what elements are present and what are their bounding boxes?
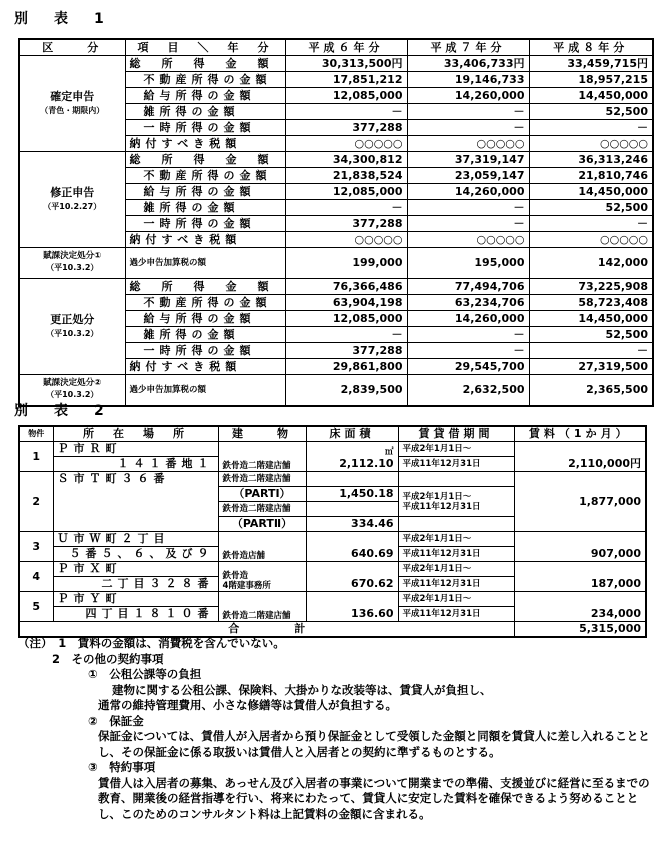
value-cell: － <box>529 343 653 359</box>
period-end: 平成11年12月31日 <box>398 607 514 622</box>
location-line2: 四丁目１８１０番 <box>53 607 218 622</box>
period-start: 平成2年1月1日～ <box>398 592 514 607</box>
rent-cell: 234,000 <box>514 592 646 622</box>
value-cell: 30,313,500円 <box>285 56 407 72</box>
item-label: 給与所得の金額 <box>125 184 285 200</box>
category-cell <box>19 279 125 375</box>
period-cell <box>398 517 514 532</box>
item-label: 雑所得の金額 <box>125 327 285 343</box>
item-label: 納付すべき税額 <box>125 136 285 152</box>
period-end: 平成11年12月31日 <box>398 457 514 472</box>
rent-cell: 187,000 <box>514 562 646 592</box>
value-cell: 21,810,746 <box>529 168 653 184</box>
value-cell: ○○○○○ <box>285 136 407 152</box>
table2-header-cell: 賃貸借期間 <box>398 426 514 442</box>
row-number: 4 <box>19 562 53 592</box>
location-line1: Ｐ市Ｘ町 <box>53 562 218 577</box>
table1-header-cell: 項 目 ＼ 年 分 <box>125 39 285 56</box>
table1-row <box>19 248 653 279</box>
period-cell <box>398 487 514 517</box>
value-cell: 19,146,733 <box>407 72 529 88</box>
table2-row <box>19 442 646 457</box>
category-date: （平10.3.2） <box>46 390 99 399</box>
item-label: 給与所得の金額 <box>125 311 285 327</box>
category-cell <box>19 248 125 279</box>
table2-caption: 別 表 2 <box>14 403 110 419</box>
tax-table <box>18 38 654 407</box>
value-cell: ○○○○○ <box>407 136 529 152</box>
location-cell <box>53 472 218 532</box>
location-line1: Ｕ市Ｗ町２丁目 <box>53 532 218 547</box>
value-cell: 199,000 <box>285 248 407 279</box>
building-cell: （PARTⅠ） <box>218 487 306 502</box>
value-cell: 142,000 <box>529 248 653 279</box>
value-cell: 37,319,147 <box>407 152 529 168</box>
table1-row <box>19 375 653 407</box>
value-cell: － <box>407 327 529 343</box>
period-start: 平成2年1月1日～ <box>398 532 514 547</box>
table1-row <box>19 152 653 168</box>
value-cell: 29,861,800 <box>285 359 407 375</box>
value-cell: 2,839,500 <box>285 375 407 407</box>
value-cell: 14,450,000 <box>529 311 653 327</box>
area-cell <box>306 562 398 592</box>
value-cell: － <box>529 120 653 136</box>
value-cell: 17,851,212 <box>285 72 407 88</box>
value-cell: 14,450,000 <box>529 184 653 200</box>
value-cell: 36,313,246 <box>529 152 653 168</box>
table1-header-cell: 区 分 <box>19 39 125 56</box>
building-cell <box>218 562 306 592</box>
category-cell <box>19 56 125 152</box>
rental-table <box>18 425 647 638</box>
rent-cell: 2,110,000円 <box>514 442 646 472</box>
item-label: 過少申告加算税の額 <box>125 248 285 279</box>
notes <box>18 636 653 822</box>
value-cell: 12,085,000 <box>285 311 407 327</box>
value-cell: 34,300,812 <box>285 152 407 168</box>
category-date: （平10.3.2） <box>46 328 99 338</box>
value-cell: 12,085,000 <box>285 184 407 200</box>
note-2-3-body: 賃借人は入居者の募集、あっせん及び入居者の事業について開業までの準備、支援並びに経営に至るまでの教育、開業後の経営指導を行い、将来にわたって、賃貸人に安定した賃料を確保できるよう努めることとし、このためのコンサルタント料は上記賃料の金額に含まれる。 <box>98 775 650 821</box>
item-label: 不動産所得の金額 <box>125 168 285 184</box>
building-type: 鉄骨造店舗 <box>222 551 266 561</box>
area-unit: ㎡ <box>384 447 394 457</box>
value-cell: ○○○○○ <box>529 136 653 152</box>
value-cell: 27,319,500 <box>529 359 653 375</box>
category-label: 更正処分 <box>50 312 95 326</box>
table2-header-cell: 床面積 <box>306 426 398 442</box>
item-label: 総 所 得 金 額 <box>125 56 285 72</box>
value-cell: － <box>529 216 653 232</box>
category-date: （青色・期限内） <box>40 105 105 115</box>
value-cell: － <box>285 327 407 343</box>
building-cell <box>218 592 306 622</box>
table1-row <box>19 56 653 72</box>
value-cell: 195,000 <box>407 248 529 279</box>
total-value: 5,315,000 <box>514 622 646 638</box>
value-cell: － <box>407 343 529 359</box>
item-label: 給与所得の金額 <box>125 88 285 104</box>
item-label: 納付すべき税額 <box>125 232 285 248</box>
period-end: 平成11年12月31日 <box>398 547 514 562</box>
category-label: 確定申告 <box>50 89 95 103</box>
location-line1: Ｓ市Ｔ町３６番 <box>57 472 170 485</box>
building-cell <box>218 532 306 562</box>
table1-caption: 別 表 1 <box>14 11 110 27</box>
category-label: 修正申告 <box>50 185 95 199</box>
location-line1: Ｐ市Ｙ町 <box>53 592 218 607</box>
value-cell: － <box>407 200 529 216</box>
table2-header-cell: 賃料（1か月） <box>514 426 646 442</box>
table2-header-cell: 物件 <box>19 426 53 442</box>
table1-row <box>19 279 653 295</box>
table2-header-row <box>19 426 646 442</box>
table2-header-cell: 所 在 場 所 <box>53 426 218 442</box>
total-label: 合 計 <box>19 622 514 638</box>
value-cell: 52,500 <box>529 104 653 120</box>
value-cell: 52,500 <box>529 327 653 343</box>
item-label: 総 所 得 金 額 <box>125 279 285 295</box>
building-type: 鉄骨造 <box>222 571 249 581</box>
value-cell: 33,459,715円 <box>529 56 653 72</box>
value-cell: 73,225,908 <box>529 279 653 295</box>
row-number: 3 <box>19 532 53 562</box>
item-label: 一時所得の金額 <box>125 216 285 232</box>
period-end: 平成11年12月31日 <box>402 501 481 512</box>
value-cell: 52,500 <box>529 200 653 216</box>
period-cell <box>398 472 514 487</box>
value-cell: 377,288 <box>285 120 407 136</box>
area-cell <box>306 442 398 472</box>
table1-header-cell: 平成８年分 <box>529 39 653 56</box>
category-date: （平10.2.27） <box>43 201 102 211</box>
rent-cell: 1,877,000 <box>514 472 646 532</box>
note-2-1-title: ① 公租公課等の負担 <box>88 667 202 681</box>
row-number: 1 <box>19 442 53 472</box>
table1-header-row <box>19 39 653 56</box>
location-line1: Ｐ市Ｒ町 <box>53 442 218 457</box>
rent-cell: 907,000 <box>514 532 646 562</box>
building-type: 鉄骨造二階建店舗 <box>222 461 291 471</box>
area-cell: 1,450.18 <box>306 487 398 502</box>
note-2-2-title: ② 保証金 <box>88 713 144 728</box>
period-end: 平成11年12月31日 <box>398 577 514 592</box>
building-type: 鉄骨造二階建店舗 <box>222 611 291 621</box>
item-label: 一時所得の金額 <box>125 343 285 359</box>
area-cell <box>306 472 398 487</box>
area-cell <box>306 532 398 562</box>
category-cell <box>19 152 125 248</box>
item-label: 雑所得の金額 <box>125 104 285 120</box>
location-line2: 二丁目３２８番 <box>53 577 218 592</box>
value-cell: 2,632,500 <box>407 375 529 407</box>
table2-row <box>19 472 646 487</box>
value-cell: － <box>407 216 529 232</box>
area-value: 670.62 <box>351 577 394 590</box>
value-cell: ○○○○○ <box>529 232 653 248</box>
row-number: 2 <box>19 472 53 532</box>
building-cell: （PARTⅡ） <box>218 517 306 532</box>
item-label: 納付すべき税額 <box>125 359 285 375</box>
value-cell: 14,260,000 <box>407 88 529 104</box>
value-cell: 63,234,706 <box>407 295 529 311</box>
area-cell <box>306 592 398 622</box>
category-label: 賦課決定処分① <box>43 251 102 261</box>
note-1: （注） 1 賃料の金額は、消費税を含んでいない。 <box>18 636 285 650</box>
value-cell: 14,450,000 <box>529 88 653 104</box>
building-cell: 鉄骨造二階建店舗 <box>218 502 306 517</box>
value-cell: 2,365,500 <box>529 375 653 407</box>
area-cell: 334.46 <box>306 517 398 532</box>
note-2: 2 その他の契約事項 <box>52 651 164 666</box>
value-cell: 29,545,700 <box>407 359 529 375</box>
building-cell <box>218 442 306 472</box>
value-cell: － <box>285 200 407 216</box>
area-value: 640.69 <box>351 547 394 560</box>
period-start: 平成2年1月1日～ <box>402 491 472 502</box>
table2-row <box>19 562 646 577</box>
category-date: （平10.3.2） <box>46 263 99 272</box>
note-2-2-body: 保証金については、賃借人が入居者から預り保証金として受領した金額と同額を賃貸人に差し入れることとし、その保証金に係る取扱いは賃借人と入居者との契約に準ずるものとする。 <box>98 729 650 759</box>
table2-row <box>19 532 646 547</box>
category-label: 賦課決定処分② <box>43 378 102 388</box>
item-label: 不動産所得の金額 <box>125 295 285 311</box>
table1-header-cell: 平成６年分 <box>285 39 407 56</box>
table2-header-cell: 建 物 <box>218 426 306 442</box>
building-type-2: 4階建事務所 <box>222 581 271 591</box>
area-value: 2,112.10 <box>339 457 394 470</box>
value-cell: ○○○○○ <box>285 232 407 248</box>
period-start: 平成2年1月1日～ <box>398 442 514 457</box>
value-cell: 377,288 <box>285 343 407 359</box>
table2-total-row <box>19 622 646 638</box>
item-label: 一時所得の金額 <box>125 120 285 136</box>
value-cell: ○○○○○ <box>407 232 529 248</box>
building-cell: 鉄骨造二階建店舗 <box>218 472 306 487</box>
note-2-1-line2: 通常の維持管理費用、小さな修繕等は賃借人が負担する。 <box>98 698 397 712</box>
value-cell: 23,059,147 <box>407 168 529 184</box>
value-cell: 77,494,706 <box>407 279 529 295</box>
value-cell: 33,406,733円 <box>407 56 529 72</box>
area-cell <box>306 502 398 517</box>
value-cell: 18,957,215 <box>529 72 653 88</box>
item-label: 雑所得の金額 <box>125 200 285 216</box>
note-2-3-title: ③ 特約事項 <box>88 760 156 774</box>
period-start: 平成2年1月1日～ <box>398 562 514 577</box>
row-number: 5 <box>19 592 53 622</box>
item-label: 不動産所得の金額 <box>125 72 285 88</box>
table1-header-cell: 平成７年分 <box>407 39 529 56</box>
value-cell: 21,838,524 <box>285 168 407 184</box>
value-cell: 14,260,000 <box>407 184 529 200</box>
note-2-1-line1: 建物に関する公租公課、保険料、大掛かりな改装等は、賃貸人が負担し、 <box>112 682 492 697</box>
value-cell: 58,723,408 <box>529 295 653 311</box>
location-line2: ５番５、６、及び９ <box>53 547 218 562</box>
item-label: 過少申告加算税の額 <box>125 375 285 407</box>
value-cell: 377,288 <box>285 216 407 232</box>
value-cell: － <box>285 104 407 120</box>
location-line2: １４１番地１ <box>53 457 218 472</box>
value-cell: － <box>407 120 529 136</box>
value-cell: 12,085,000 <box>285 88 407 104</box>
value-cell: － <box>407 104 529 120</box>
value-cell: 76,366,486 <box>285 279 407 295</box>
value-cell: 14,260,000 <box>407 311 529 327</box>
table2-row <box>19 592 646 607</box>
value-cell: 63,904,198 <box>285 295 407 311</box>
area-value: 136.60 <box>351 607 394 620</box>
item-label: 総 所 得 金 額 <box>125 152 285 168</box>
